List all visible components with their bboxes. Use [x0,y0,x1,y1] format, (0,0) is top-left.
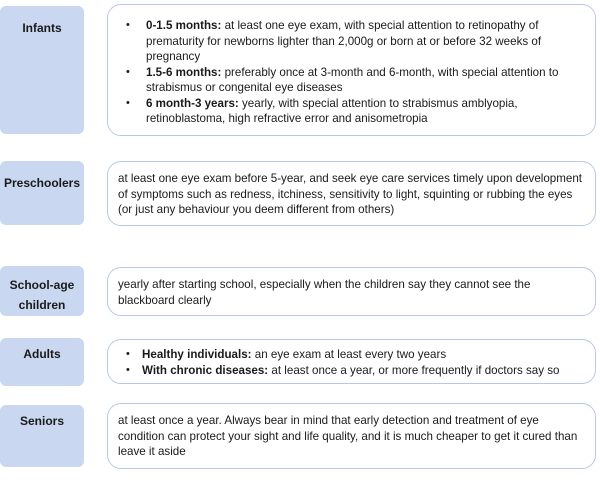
preschoolers-text: at least one eye exam before 5-year, and seek eye care services timely upon development of symptoms such as redness, itchiness, sensitivity to light, squinting or rubbing the eyes (or just any behaviour you deem different from others) [118,172,583,216]
list-item [116,96,585,127]
adults-list [116,347,585,378]
infants-label [0,6,84,134]
item-text: preferably once at 3-month and 6-month, with special attention to strabismus or congenital eye diseases [146,65,559,94]
adults-label-text: Adults [23,347,61,361]
item-heading: 6 month-3 years: [146,96,239,110]
item-text: at least once a year, or more frequently if doctors say so [268,363,560,377]
item-heading: Healthy individuals: [142,348,252,361]
seniors-label-text: Seniors [19,414,64,428]
school-age-label [0,266,84,316]
adults-box [107,339,596,384]
seniors-box [107,403,596,469]
preschoolers-label [0,161,84,225]
infants-box [107,4,596,136]
school-age-label-text: School-age children [9,278,75,312]
list-item [116,347,585,363]
item-heading: 1.5-6 months: [146,65,222,79]
list-item [116,363,585,379]
item-heading: With chronic diseases: [142,363,269,377]
seniors-text: at least once a year. Always bear in mind that early detection and treatment of eye condition can protect your sight and life quality, and it is much cheaper to get it cured than leave it aside [118,414,578,458]
list-item [116,65,585,96]
infants-list [116,18,585,127]
item-heading: 0-1.5 months: [146,19,222,32]
school-age-text: yearly after starting school, especially when the children say they cannot see the blackboard clearly [118,278,531,307]
seniors-label [0,405,84,467]
list-item [116,18,585,65]
item-text: an eye exam at least every two years [251,348,447,361]
infants-label-text: Infants [22,21,62,35]
school-age-box [107,267,596,316]
item-text: yearly, with special attention to strabismus amblyopia, retinoblastoma, high refractive error and anisometropia [146,96,518,125]
item-text: at least one eye exam, with special attention to retinopathy of prematurity for newborns lighter than 2,000g or born at or before 32 weeks of pregnancy [146,19,542,63]
preschoolers-label-text: Preschoolers [3,176,81,190]
preschoolers-box [107,161,596,226]
adults-label [0,338,84,386]
